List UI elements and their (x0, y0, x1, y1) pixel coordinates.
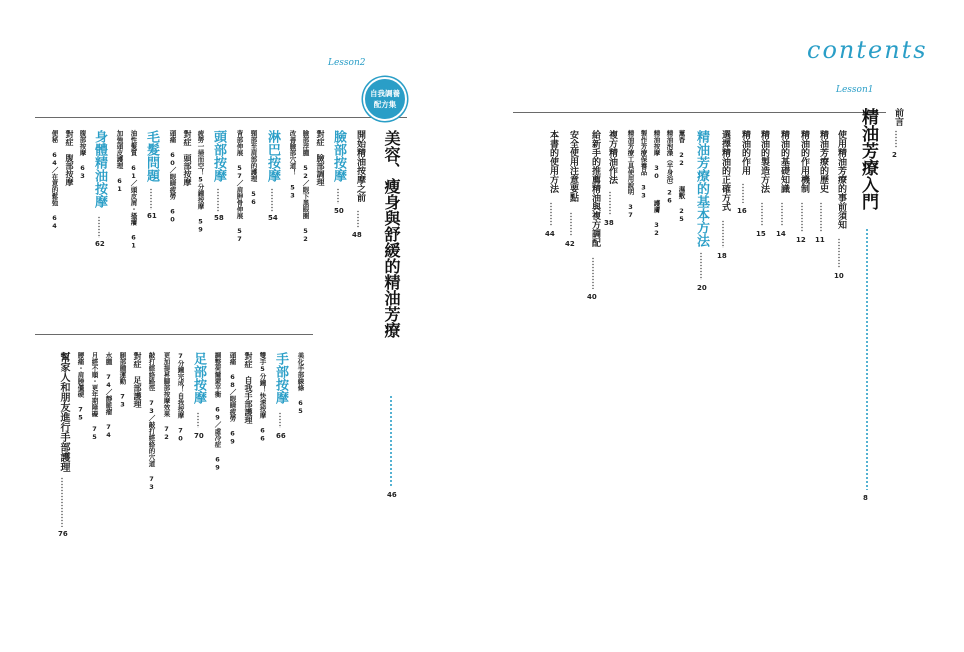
basics-sub-2[interactable]: 精油泡澡（半身浴）26 (665, 130, 674, 205)
body-line-1[interactable]: 腹部按摩 63 (78, 130, 87, 180)
badge-line1: 自我調養 (370, 89, 400, 98)
lesson1-part-dots (866, 228, 868, 490)
lymph-massage-page: 54 (268, 214, 278, 222)
toc-item-9[interactable]: 給新手的推薦精油與複方調配 (590, 130, 600, 247)
toc-item-11-page: 44 (545, 230, 555, 238)
hair-problems-title[interactable]: 毛髮問題 (144, 130, 159, 182)
lymph-line-2[interactable]: 背部伸展 57／肩胛骨伸展 57 (235, 130, 244, 243)
basics-sub-5[interactable]: 精油芳療工具使用說明 37 (626, 130, 635, 219)
foot-line-3[interactable]: 敲打經絡路徑 73／敲打經絡的穴道 73 (147, 352, 156, 491)
body-line-2[interactable]: 對症 腹部按摩 (65, 130, 74, 186)
head-line-1[interactable]: 疲勞一掃而空！5分鐘按摩 59 (196, 130, 205, 234)
foot-massage-dots (197, 412, 199, 428)
hand-line-1[interactable]: 美化手部線條 65 (296, 352, 305, 415)
foot-massage-page: 70 (194, 432, 204, 440)
face-line-2[interactable]: 臉部浮腫 52／眼下黑眼圈 52 (301, 130, 310, 243)
toc-item-7-page: 18 (717, 252, 727, 260)
basics-sub-1b[interactable]: 濕敷 25 (677, 186, 686, 223)
lesson1-rule (513, 112, 886, 113)
foot-line-1[interactable]: 7分鐘完成！自我按摩 70 (176, 352, 185, 443)
toc-item-10[interactable]: 安全使用注意要點 (568, 130, 578, 202)
lesson2-intro-page: 48 (352, 231, 362, 239)
toc-item-8-dots (609, 191, 611, 215)
head-line-2[interactable]: 對症 頭部按摩 (183, 130, 192, 186)
body-line-3[interactable]: 便秘 64／在意的鬆弛 64 (50, 130, 59, 230)
body-massage-dots (98, 216, 100, 238)
toc-item-5-dots (761, 202, 763, 226)
foot-massage-title[interactable]: 足部按摩 (191, 352, 206, 404)
lesson2-part-page: 46 (387, 491, 397, 499)
closing-page: 76 (58, 530, 68, 538)
toc-item-9-dots (592, 257, 594, 289)
toc-item-6[interactable]: 精油的作用 (740, 130, 750, 175)
hair-problems-dots (150, 188, 152, 210)
lesson2-rule-mid (35, 334, 313, 335)
preface-page: 2 (892, 151, 897, 159)
foot-line-8[interactable]: 腰痛・肩膀僵硬 75 (76, 352, 85, 422)
body-massage-page: 62 (95, 240, 105, 248)
face-massage-page: 50 (334, 207, 344, 215)
basics-sub-4[interactable]: 製作芳療保養品 33 (639, 130, 648, 200)
lesson1-label: Lesson1 (836, 85, 874, 95)
toc-item-8-page: 38 (604, 219, 614, 227)
toc-item-7-dots (722, 220, 724, 248)
hand-line-3[interactable]: 對症 自我手部護理 (244, 352, 253, 424)
hand-line-2[interactable]: 雙手5分鐘！快速按摩 66 (258, 352, 267, 443)
head-massage-page: 58 (214, 214, 224, 222)
badge-line2: 配方集 (373, 100, 397, 109)
basics-sub-1a[interactable]: 薰香 22 (677, 130, 686, 167)
lesson2-intro[interactable]: 開始精油按摩之前 (355, 130, 365, 202)
hair-line-1[interactable]: 油性髮質 61／頭皮屑・搔癢 61 (129, 130, 138, 250)
toc-item-6-page: 16 (737, 207, 747, 215)
toc-item-1-dots (838, 238, 840, 268)
toc-item-1-page: 10 (834, 272, 844, 280)
toc-item-10-page: 42 (565, 240, 575, 248)
foot-line-5[interactable]: 腿部腫運動 73 (118, 352, 127, 409)
face-line-3[interactable]: 改善臉部穴道！ 53 (288, 130, 297, 200)
face-line-1[interactable]: 對症 臉部調理 (316, 130, 325, 186)
toc-item-6-dots (742, 183, 744, 203)
toc-item-11-dots (550, 202, 552, 226)
hand-massage-title[interactable]: 手部按摩 (273, 352, 288, 404)
toc-item-3-page: 12 (796, 236, 806, 244)
toc-item-4[interactable]: 精油的基礎知識 (779, 130, 789, 193)
toc-item-2-dots (820, 202, 822, 232)
contents-title: contents (807, 36, 928, 64)
toc-item-11[interactable]: 本書的使用方法 (548, 130, 558, 193)
closing-dots (61, 477, 63, 527)
lymph-line-1[interactable]: 頸部至肩部的護理 56 (249, 130, 258, 206)
hand-line-4[interactable]: 頭痛 68／眼睛疲勞 69 (228, 352, 237, 446)
lesson2-intro-dots (357, 210, 359, 228)
lesson2-part-dots (390, 395, 392, 487)
lesson1-part-title[interactable]: 精油芳療入門 (858, 108, 878, 210)
face-massage-dots (337, 188, 339, 204)
foot-line-7[interactable]: 月經不順・更年期障礙 75 (90, 352, 99, 441)
preface-dots (895, 130, 897, 148)
lesson2-part-title[interactable]: 美容、瘦身與舒緩的精油芳療 (382, 130, 401, 338)
head-line-3[interactable]: 頭痛 60／眼睛疲勞 60 (168, 130, 177, 224)
closing-item[interactable]: 幫家人和朋友進行手部護理 (58, 352, 69, 472)
foot-line-2[interactable]: 更加提昇腳部按摩效果 72 (162, 352, 171, 441)
preface-label[interactable]: 前言 (893, 108, 903, 126)
basics-page: 20 (697, 284, 707, 292)
basics-sub-3b[interactable]: 護膚 32 (652, 200, 661, 237)
toc-item-5[interactable]: 精油的製造方法 (759, 130, 769, 193)
lymph-massage-dots (271, 188, 273, 212)
toc-item-2-page: 11 (815, 236, 825, 244)
lesson1-part-page: 8 (863, 494, 868, 502)
hand-line-5[interactable]: 調整荷爾蒙平衡 69／虛冷症 69 (213, 352, 222, 472)
toc-item-4-dots (781, 202, 783, 226)
hair-problems-page: 61 (147, 212, 157, 220)
toc-item-1[interactable]: 使用精油芳療的事前須知 (836, 130, 846, 229)
toc-item-7[interactable]: 選擇精油的正確方式 (720, 130, 730, 211)
basics-dots (700, 252, 702, 280)
head-massage-title[interactable]: 頭部按摩 (211, 130, 226, 182)
hand-massage-page: 66 (276, 432, 286, 440)
toc-item-2[interactable]: 精油芳療的歷史 (818, 130, 828, 193)
foot-line-6[interactable]: 水腫 74／靜脈瘤 74 (104, 352, 113, 439)
toc-item-8[interactable]: 複方精油作法 (607, 130, 617, 184)
toc-item-10-dots (570, 212, 572, 236)
face-massage-title[interactable]: 臉部按摩 (331, 130, 346, 182)
body-massage-title[interactable]: 身體精油按摩 (92, 130, 107, 208)
toc-item-3[interactable]: 精油的作用機制 (799, 130, 809, 193)
lesson2-rule-top (35, 117, 407, 118)
basics-title[interactable]: 精油芳療的基本方法 (694, 130, 709, 247)
lesson2-label: Lesson2 (328, 58, 366, 68)
lymph-massage-title[interactable]: 淋巴按摩 (265, 130, 280, 182)
toc-item-9-page: 40 (587, 293, 597, 301)
toc-item-3-dots (801, 202, 803, 232)
head-massage-dots (217, 188, 219, 212)
hand-massage-dots (279, 412, 281, 428)
toc-item-5-page: 15 (756, 230, 766, 238)
recipe-badge (363, 77, 407, 121)
hair-line-2[interactable]: 加強頭皮護理 61 (115, 130, 124, 193)
basics-sub-3a[interactable]: 精油按摩 30 (652, 130, 661, 180)
foot-line-4[interactable]: 對症 足部護理 (133, 352, 142, 408)
toc-item-4-page: 14 (776, 230, 786, 238)
